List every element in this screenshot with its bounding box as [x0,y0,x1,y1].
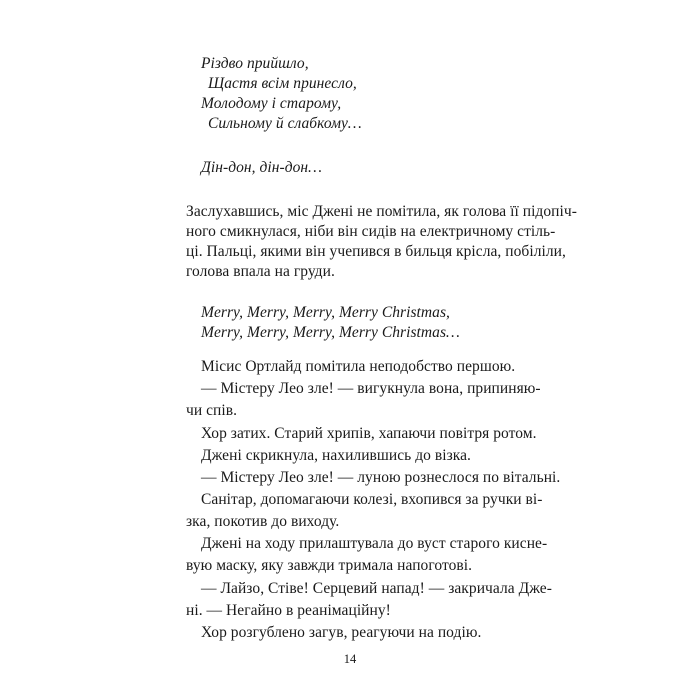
paragraph1-line-1: Заслухавшись, міс Джені не помітила, як голова її підопіч- [186,203,577,220]
narrative-line-7: Санітар, допомагаючи колезі, вхопився за ручки ві- [201,491,543,508]
verse1-line-1: Різдво прийшло, [201,55,309,72]
narrative-line-4: Хор затих. Старий хрипів, хапаючи повітря ротом. [201,425,537,442]
narrative-line-13: Хор розгублено загув, реагуючи на подію. [201,624,482,641]
refrain-line: Дін-дон, дін-дон… [201,159,322,176]
verse1-line-4: Сильному й слабкому… [208,115,362,132]
verse2-line-1: Merry, Merry, Merry, Merry Christmas, [201,304,450,321]
verse1-line-3: Молодому і старому, [201,95,342,112]
narrative-line-10: вую маску, яку завжди тримала напоготові. [186,557,473,574]
narrative-line-3: чи спів. [186,402,238,419]
paragraph1-line-4: голова впала на груди. [186,263,335,280]
paragraph1-line-2: ного смикнулася, ніби він сидів на електричному стіль- [186,223,556,240]
narrative-line-12: ні. — Негайно в реанімаційну! [186,602,391,619]
narrative-line-5: Джені скрикнула, нахилившись до візка. [201,447,471,464]
verse1-line-2: Щастя всім принесло, [208,75,357,92]
narrative-line-11: — Лайзо, Стіве! Серцевий напад! — закричала Дже- [201,580,552,597]
narrative-line-6: — Містеру Лео зле! — луною рознеслося по вітальні. [201,469,561,486]
narrative-line-9: Джені на ходу прилаштувала до вуст старого кисне- [201,535,548,552]
page-number: 14 [343,652,357,666]
narrative-line-8: зка, покотив до виходу. [186,513,340,530]
narrative-line-1: Місис Ортлайд помітила неподобство першою. [201,358,516,375]
narrative-line-2: — Містеру Лео зле! — вигукнула вона, припиняю- [201,380,541,397]
verse2-line-2: Merry, Merry, Merry, Merry Christmas… [201,324,460,341]
paragraph1-line-3: ці. Пальці, якими він учепився в бильця крісла, побіліли, [186,243,566,260]
